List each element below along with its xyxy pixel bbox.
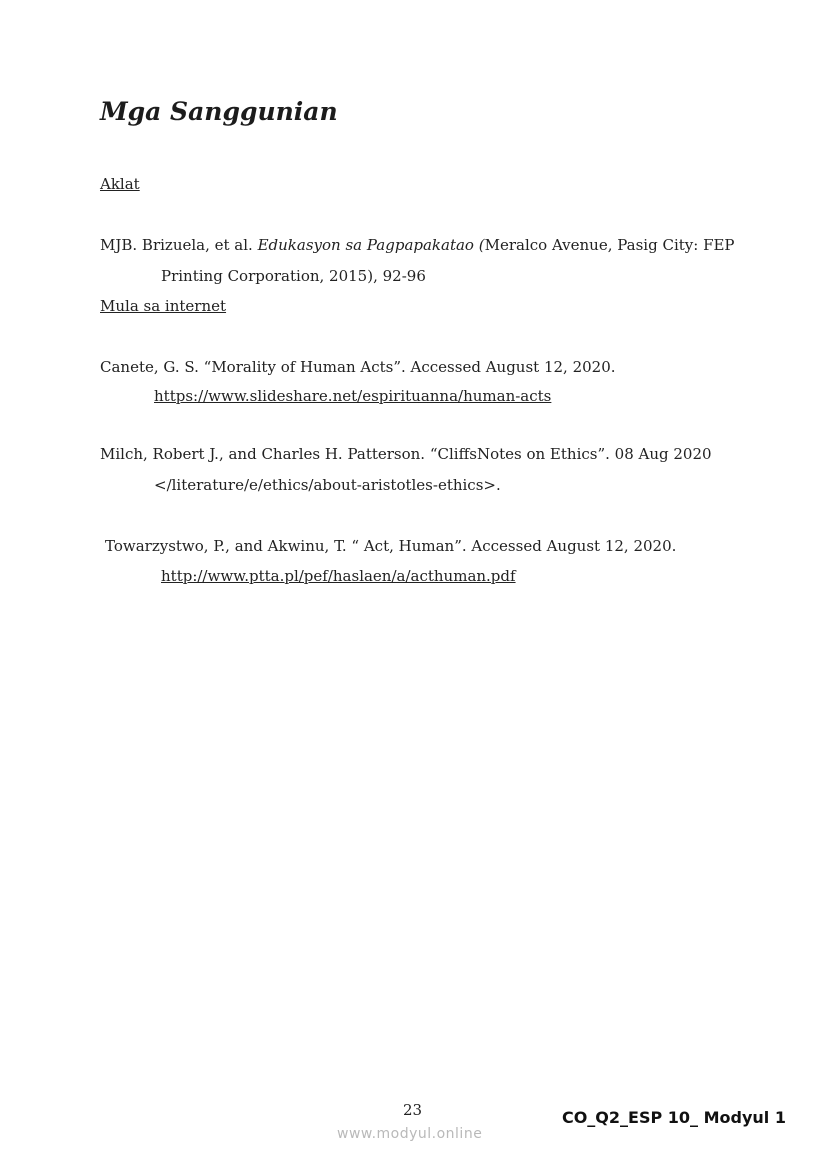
reference-canete-link[interactable]: https://www.slideshare.net/espirituanna/human-acts	[154, 387, 552, 405]
brizuela-title: Edukasyon sa Pagpapakatao (	[257, 236, 485, 254]
reference-towarzystwo-line1: Towarzystwo, P., and Akwinu, T. “ Act, Human”. Accessed August 12, 2020.	[105, 537, 677, 555]
page-number: 23	[403, 1101, 423, 1119]
page-title: Mga Sanggunian	[100, 97, 338, 126]
module-code: CO_Q2_ESP 10_ Modyul 1	[561, 1108, 786, 1127]
internet-heading: Mula sa internet	[100, 297, 227, 315]
watermark: www.modyul.online	[337, 1126, 483, 1142]
books-heading: Aklat	[100, 175, 140, 193]
reference-canete-line1: Canete, G. S. “Morality of Human Acts”. Accessed August 12, 2020.	[100, 358, 616, 376]
reference-towarzystwo-link[interactable]: http://www.ptta.pl/pef/haslaen/a/acthuman.pdf	[161, 567, 516, 585]
reference-milch-line2: </literature/e/ethics/about-aristotles-ethics>.	[154, 476, 501, 494]
reference-brizuela-line2: Printing Corporation, 2015), 92-96	[161, 267, 426, 285]
brizuela-authors: MJB. Brizuela, et al.	[100, 236, 258, 254]
reference-milch-line1: Milch, Robert J., and Charles H. Patterson. “CliffsNotes on Ethics”. 08 Aug 2020	[100, 445, 712, 463]
reference-brizuela-line1	[100, 236, 735, 254]
brizuela-publisher: Meralco Avenue, Pasig City: FEP	[484, 236, 735, 254]
